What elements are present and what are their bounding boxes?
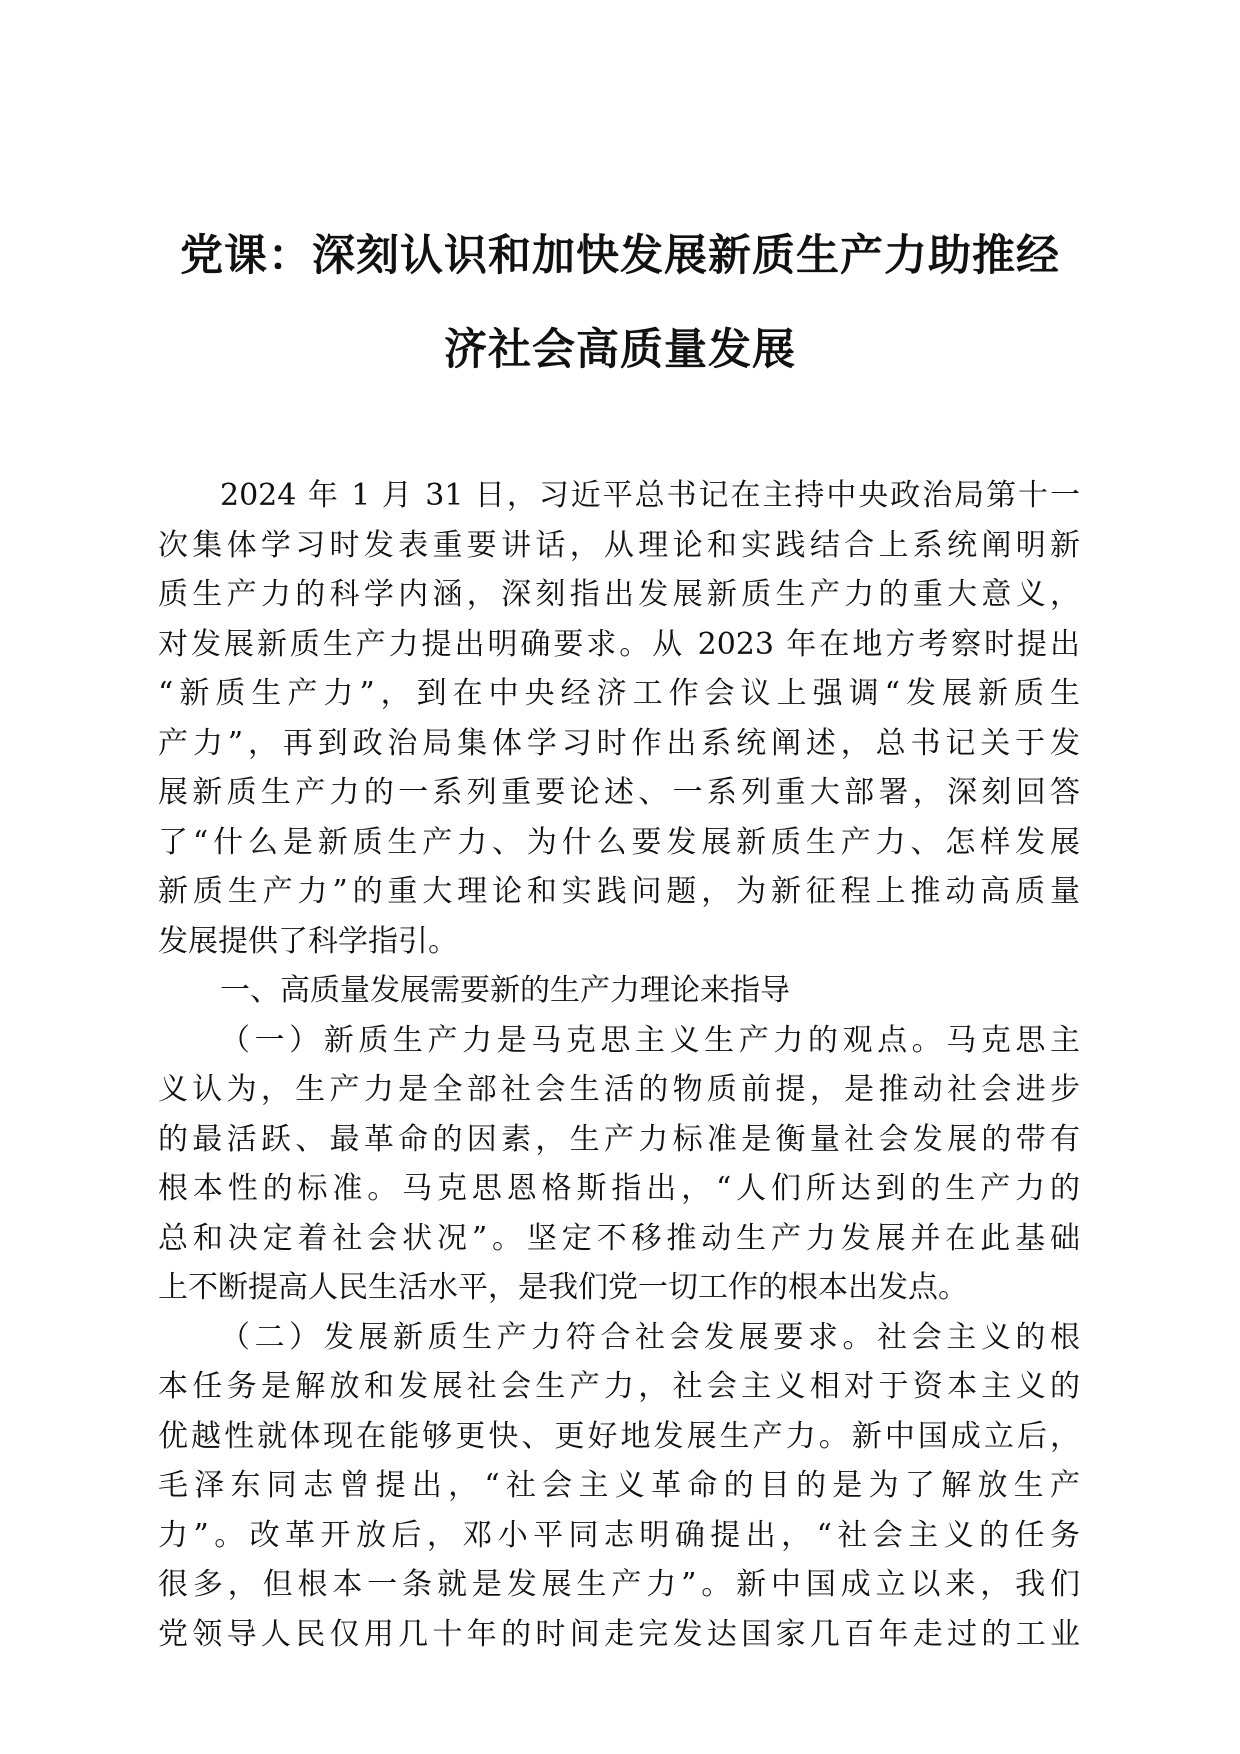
paragraph-1-line: 的最活跃、最革命的因素，生产力标准是衡量社会发展的带有 <box>158 1121 1080 1157</box>
paragraph-intro-line: 质生产力的科学内涵，深刻指出发展新质生产力的重大意义， <box>158 577 1080 612</box>
paragraph-intro-line: 发展提供了科学指引。 <box>158 923 458 959</box>
document-body <box>158 471 1080 1659</box>
paragraph-intro-line: 次集体学习时发表重要讲话，从理论和实践结合上系统阐明新 <box>158 527 1080 563</box>
section-heading: 一、高质量发展需要新的生产力理论来指导 <box>220 973 790 1008</box>
paragraph-1-line: 义认为，生产力是全部社会生活的物质前提，是推动社会进步 <box>158 1072 1080 1107</box>
paragraph-intro-line: 了“什么是新质生产力、为什么要发展新质生产力、怎样发展 <box>158 824 1080 860</box>
paragraph-1-line: 根本性的标准。马克思恩格斯指出，“人们所达到的生产力的 <box>158 1171 1080 1206</box>
paragraph-1-line: （一）新质生产力是马克思主义生产力的观点。马克思主 <box>220 1022 1080 1058</box>
paragraph-1-line: 上不断提高人民生活水平，是我们党一切工作的根本出发点。 <box>158 1270 968 1305</box>
paragraph-2-line: 本任务是解放和发展社会生产力，社会主义相对于资本主义的 <box>158 1369 1080 1404</box>
paragraph-intro-line: 产力”，再到政治局集体学习时作出系统阐述，总书记关于发 <box>158 725 1080 761</box>
document-title-line-2: 济社会高质量发展 <box>444 325 796 375</box>
paragraph-2-line: （二）发展新质生产力符合社会发展要求。社会主义的根 <box>220 1319 1080 1355</box>
paragraph-2-line: 毛泽东同志曾提出，“社会主义革命的目的是为了解放生产 <box>158 1468 1080 1503</box>
paragraph-1-line: 总和决定着社会状况”。坚定不移推动生产力发展并在此基础 <box>158 1220 1080 1256</box>
paragraph-intro-line: 新质生产力”的重大理论和实践问题，为新征程上推动高质量 <box>158 874 1080 909</box>
document-title-line-1: 党课：深刻认识和加快发展新质生产力助推经 <box>180 231 1060 281</box>
paragraph-intro-line: “新质生产力”，到在中央经济工作会议上强调“发展新质生 <box>158 676 1080 711</box>
paragraph-intro-line: 对发展新质生产力提出明确要求。从 2023 年在地方考察时提出 <box>158 626 1080 662</box>
paragraph-2-line: 很多，但根本一条就是发展生产力”。新中国成立以来，我们 <box>158 1567 1080 1602</box>
paragraph-2-line: 力”。改革开放后，邓小平同志明确提出，“社会主义的任务 <box>158 1517 1080 1553</box>
paragraph-2-line: 优越性就体现在能够更快、更好地发展生产力。新中国成立后， <box>158 1418 1080 1454</box>
paragraph-intro-line: 展新质生产力的一系列重要论述、一系列重大部署，深刻回答 <box>158 775 1080 810</box>
paragraph-2-line: 党领导人民仅用几十年的时间走完发达国家几百年走过的工业 <box>158 1616 1080 1652</box>
paragraph-intro-line: 2024 年 1 月 31 日，习近平总书记在主持中央政治局第十一 <box>220 478 1080 513</box>
